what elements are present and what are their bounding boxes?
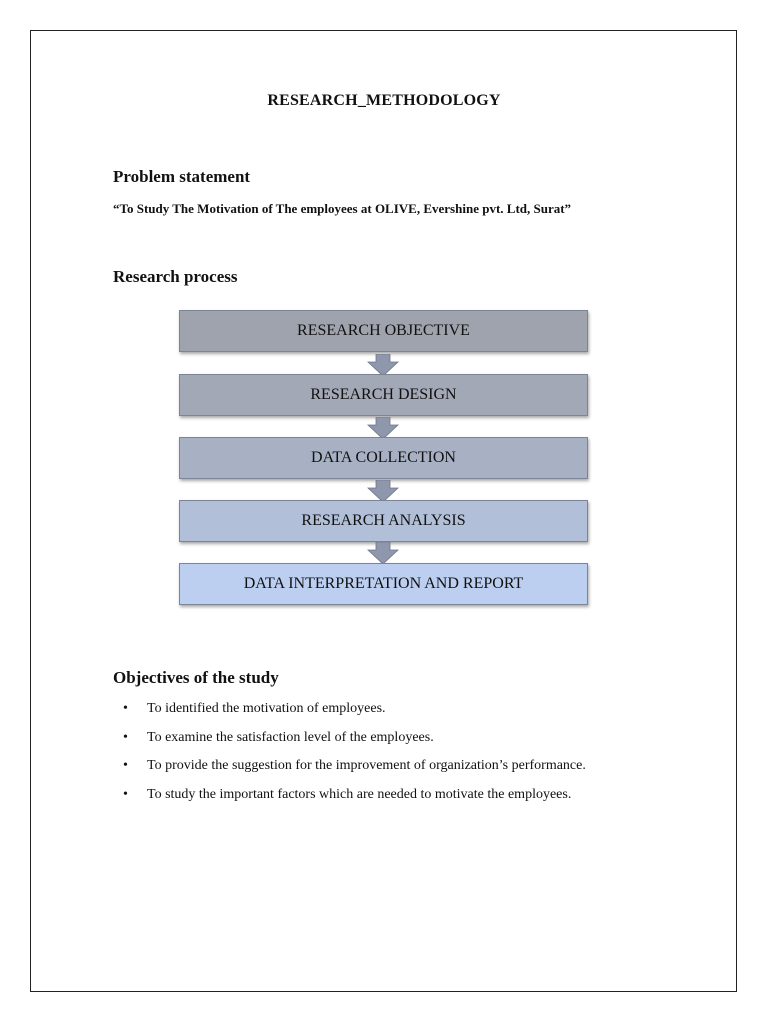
flow-step-research-design <box>179 374 588 416</box>
objective-text: To identified the motivation of employees. <box>147 701 386 716</box>
research-process-flowchart <box>179 310 588 606</box>
arrow-down-icon <box>367 354 399 376</box>
flow-step-label: RESEARCH OBJECTIVE <box>297 322 470 339</box>
bullet-icon: • <box>123 701 128 716</box>
flow-step-label: DATA INTERPRETATION AND REPORT <box>243 575 524 592</box>
arrow-down-icon <box>367 542 399 564</box>
list-item <box>113 784 586 813</box>
objective-text: To examine the satisfaction level of the employees. <box>147 729 434 745</box>
flow-step-data-interpretation-and-report <box>179 563 588 605</box>
flow-step-research-objective <box>179 310 588 352</box>
problem-statement-text: “To Study The Motivation of The employees at OLIVE, Evershine pvt. Ltd, Surat” <box>113 201 572 216</box>
flow-step-label: RESEARCH ANALYSIS <box>301 512 466 529</box>
arrow-down-icon <box>367 417 399 439</box>
bullet-icon: • <box>123 758 128 773</box>
flow-step-label: DATA COLLECTION <box>311 449 456 466</box>
arrow-down-icon <box>367 480 399 502</box>
objectives-list <box>113 698 586 812</box>
flow-step-data-collection <box>179 437 588 479</box>
bullet-icon: • <box>123 729 128 745</box>
list-item <box>113 755 586 784</box>
research-process-heading: Research process <box>113 267 238 286</box>
objective-text: To provide the suggestion for the improvement of organization’s performance. <box>147 758 586 773</box>
document-title: RESEARCH_METHODOLOGY <box>267 92 501 109</box>
objectives-heading: Objectives of the study <box>113 668 279 687</box>
flow-step-research-analysis <box>179 500 588 542</box>
objective-text: To study the important factors which are needed to motivate the employees. <box>147 786 572 802</box>
list-item <box>113 698 586 727</box>
flow-step-label: RESEARCH DESIGN <box>310 386 457 403</box>
list-item <box>113 727 586 756</box>
bullet-icon: • <box>123 786 128 802</box>
problem-statement-heading: Problem statement <box>113 167 251 186</box>
